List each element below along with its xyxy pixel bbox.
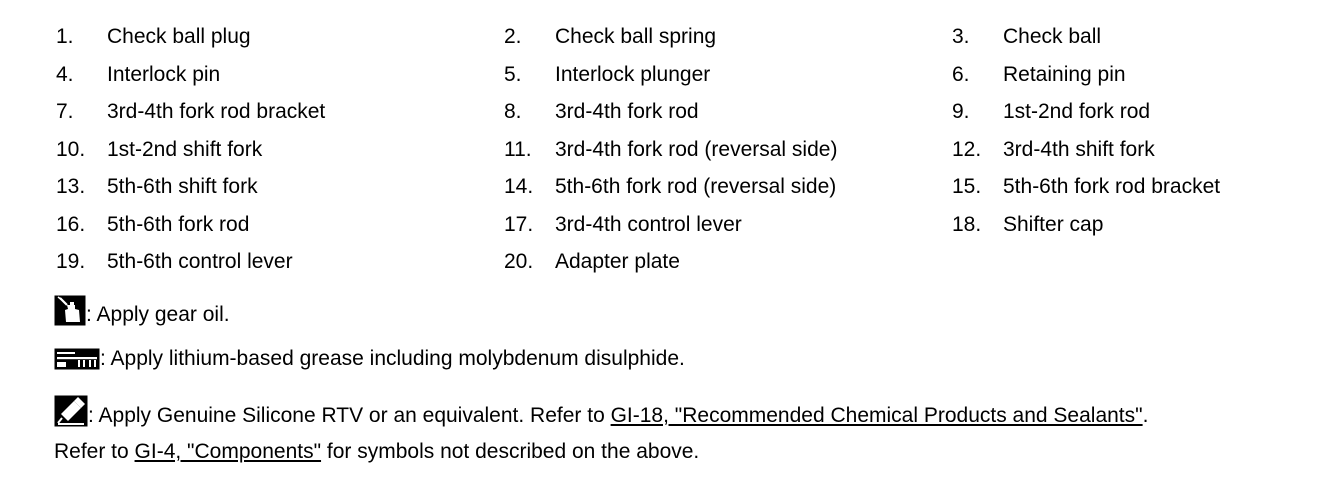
sealant-tube-icon <box>54 395 88 436</box>
grease-gun-icon <box>54 348 100 379</box>
note-prefix: Refer to <box>54 440 135 463</box>
part-number: 16. <box>56 212 86 236</box>
part-name: Check ball <box>1003 25 1102 48</box>
part-number: 19. <box>56 250 86 273</box>
part-name: 3rd-4th fork rod bracket <box>107 100 326 123</box>
legend-gear-oil-text: : Apply gear oil. <box>86 303 230 326</box>
part-number: 12. <box>952 137 982 161</box>
part-number: 3. <box>952 25 970 48</box>
parts-row <box>56 172 1316 210</box>
part-number: 5. <box>504 62 522 86</box>
part-name: Check ball spring <box>555 25 717 48</box>
part-number: 14. <box>504 175 534 198</box>
part-number: 20. <box>504 250 534 273</box>
part-name: Interlock plunger <box>555 62 711 86</box>
part-name: Check ball plug <box>107 25 251 48</box>
gi-18-reference-link[interactable]: GI-18, "Recommended Chemical Products and Sealants" <box>610 404 1143 427</box>
legend-sealant-suffix: . <box>1142 404 1149 427</box>
part-number: 1. <box>56 25 74 48</box>
parts-list <box>56 22 1316 285</box>
part-number: 9. <box>952 100 970 123</box>
part-name: Interlock pin <box>107 62 221 86</box>
part-name: 3rd-4th fork rod (reversal side) <box>555 137 838 161</box>
part-number: 10. <box>56 137 86 161</box>
part-name: Shifter cap <box>1003 212 1104 236</box>
part-name: 1st-2nd fork rod <box>1003 100 1151 123</box>
gi-4-reference-link[interactable]: GI-4, "Components" <box>134 440 322 463</box>
part-name: 5th-6th shift fork <box>107 175 258 198</box>
part-name: 3rd-4th fork rod <box>555 100 699 123</box>
part-number: 18. <box>952 212 982 236</box>
symbols-note <box>54 437 699 467</box>
parts-row <box>56 210 1316 248</box>
part-number: 7. <box>56 100 74 123</box>
legend-grease <box>54 344 685 379</box>
part-name: 1st-2nd shift fork <box>107 137 263 161</box>
parts-row <box>56 22 1316 60</box>
part-number: 8. <box>504 100 522 123</box>
note-suffix: for symbols not described on the above. <box>321 440 700 463</box>
legend-gear-oil <box>54 295 230 335</box>
legend-sealant-text: : Apply Genuine Silicone RTV or an equivalent. Refer to <box>88 404 611 427</box>
part-name: 5th-6th fork rod <box>107 212 250 236</box>
parts-row <box>56 60 1316 98</box>
part-name: 5th-6th control lever <box>107 250 293 273</box>
legend-sealant <box>54 395 1148 436</box>
parts-row <box>56 97 1316 135</box>
part-number: 15. <box>952 175 982 198</box>
part-number: 11. <box>504 137 532 161</box>
legend-grease-text: : Apply lithium-based grease including molybdenum disulphide. <box>100 347 685 370</box>
parts-row <box>56 247 1316 285</box>
part-name: Retaining pin <box>1003 62 1126 86</box>
part-number: 17. <box>504 212 534 236</box>
part-name: 3rd-4th control lever <box>555 212 742 236</box>
part-name: 5th-6th fork rod bracket <box>1003 175 1221 198</box>
part-name: 5th-6th fork rod (reversal side) <box>555 175 837 198</box>
part-number: 2. <box>504 25 522 48</box>
part-name: Adapter plate <box>555 250 680 273</box>
part-name: 3rd-4th shift fork <box>1003 137 1155 161</box>
oil-can-icon <box>54 295 86 335</box>
part-number: 6. <box>952 62 970 86</box>
part-number: 4. <box>56 62 74 86</box>
parts-row <box>56 135 1316 173</box>
part-number: 13. <box>56 175 86 198</box>
